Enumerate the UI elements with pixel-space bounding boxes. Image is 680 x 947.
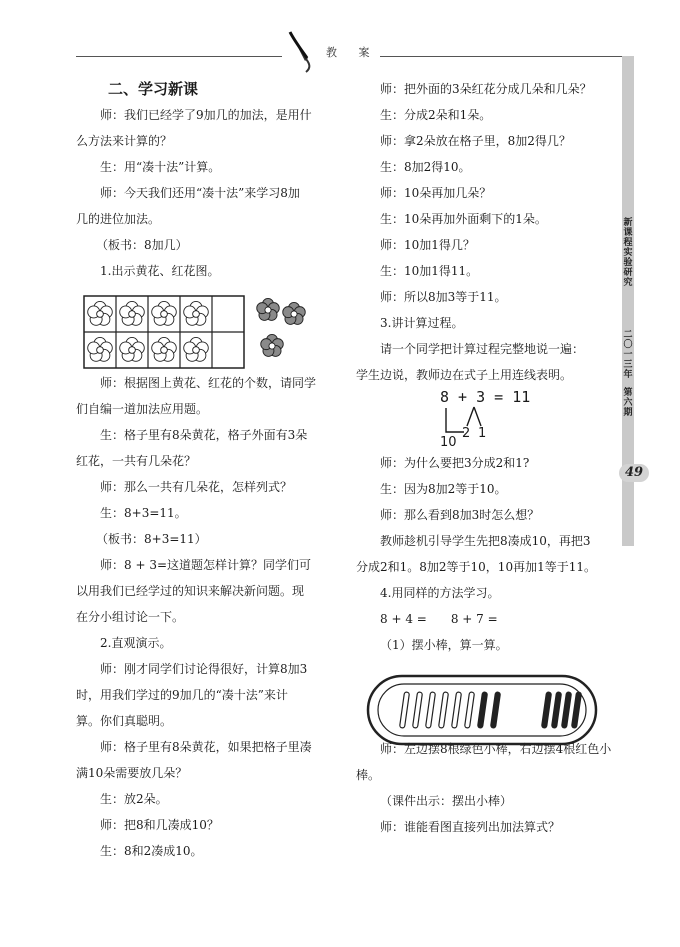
text-line: 生：用“凑十法”计算。: [100, 160, 221, 174]
calc-ten: 10: [440, 435, 457, 448]
text-line: 生：分成2朵和1朵。: [380, 108, 492, 122]
text-line: 生：放2朵。: [100, 792, 168, 806]
text-line: 请一个同学把计算过程完整地说一遍：: [380, 342, 585, 356]
side-year: 二〇一三年: [623, 330, 633, 380]
text-line: 以用我们已经学过的知识来解决新问题。现: [76, 584, 305, 598]
calc-equation: 8 + 3 = 11: [440, 388, 531, 406]
calc-diagram: [438, 384, 548, 448]
text-line: 师：8 + 3=这道题怎样计算？同学们可: [100, 558, 312, 572]
flower-grid-figure: [82, 292, 312, 370]
red-flower: [257, 298, 280, 320]
header-rule-left: [76, 56, 282, 57]
sticks-figure: [366, 670, 598, 750]
yellow-flower: [88, 301, 113, 325]
red-flower: [283, 302, 306, 324]
text-line: 们自编一道加法应用题。: [76, 402, 209, 416]
side-journal-name: 新课程实验研究: [623, 218, 633, 288]
stick-right: [542, 692, 552, 728]
calc-split-lines: [467, 407, 481, 426]
text-line: 师：格子里有8朵黄花，如果把格子里凑: [100, 740, 312, 754]
text-line: 么方法来计算的？: [76, 134, 173, 148]
text-line: 师：把8和几凑成10？: [100, 818, 219, 832]
brush-icon: [284, 28, 324, 74]
red-flower: [261, 334, 284, 356]
text-line: 生：10加1得11。: [380, 264, 479, 278]
text-line: 师：今天我们还用“凑十法”来学习8加: [100, 186, 300, 200]
calc-split-left: 2: [462, 426, 471, 441]
stick-right: [562, 692, 572, 728]
text-line: （1）摆小棒，算一算。: [380, 638, 508, 652]
section-heading: 二、学习新课: [108, 80, 199, 98]
text-line: 红花，一共有几朵花？: [76, 454, 197, 468]
text-line: 学生边说，教师边在式子上用连线表明。: [356, 368, 573, 382]
text-line: 生：因为8加2等于10。: [380, 482, 507, 496]
text-line: 生：格子里有8朵黄花，格子外面有3朵: [100, 428, 308, 442]
yellow-flower: [152, 301, 177, 325]
text-line: 师：谁能看图直接列出加法算式？: [380, 820, 561, 834]
header-rule-right: [380, 56, 634, 57]
text-line: 师：把外面的3朵红花分成几朵和几朵？: [380, 82, 592, 96]
stick-right: [572, 692, 582, 728]
text-line: 师：10加1得几？: [380, 238, 475, 252]
text-line: 满10朵需要放几朵？: [76, 766, 188, 780]
page-number: 49: [625, 465, 644, 480]
side-issue: 第六期: [623, 388, 633, 418]
stick-left: [452, 692, 462, 728]
calc-split-right: 1: [478, 426, 487, 441]
text-line: 时，用我们学过的9加几的“凑十法”来计: [76, 688, 288, 702]
text-line: 1.出示黄花、红花图。: [100, 264, 220, 278]
text-line: 师：根据图上黄花、红花的个数，请同学: [100, 376, 317, 390]
text-line: 4.用同样的方法学习。: [380, 586, 500, 600]
text-line: 几的进位加法。: [76, 212, 161, 226]
stick-left: [491, 692, 501, 728]
text-line: 师：我们已经学了9加几的加法，是用什: [100, 108, 312, 122]
text-line: （板书：8+3=11）: [96, 532, 207, 546]
text-line: （板书：8加几）: [96, 238, 188, 252]
stick-left: [478, 692, 488, 728]
yellow-flower: [184, 301, 209, 325]
text-line: （课件出示：摆出小棒）: [380, 794, 513, 808]
stick-left: [465, 692, 475, 728]
left-column: [76, 76, 340, 864]
stick-left: [413, 692, 423, 728]
text-line: 算。你们真聪明。: [76, 714, 173, 728]
text-line: 生：8和2凑成10。: [100, 844, 203, 858]
text-line: 师：那么看到8加3时怎么想？: [380, 508, 540, 522]
text-line: 师：10朵再加几朵？: [380, 186, 492, 200]
text-line: 师：拿2朵放在格子里，8加2得几？: [380, 134, 571, 148]
text-line: 3.讲计算过程。: [380, 316, 464, 330]
text-line: 师：那么一共有几朵花，怎样列式？: [100, 480, 293, 494]
text-line: 师：刚才同学们讨论得很好，计算8加3: [100, 662, 308, 676]
yellow-flower: [88, 337, 113, 361]
text-line: 生：10朵再加外面剩下的1朵。: [380, 212, 547, 226]
yellow-flower: [120, 301, 145, 325]
text-line: 师：左边摆8根绿色小棒，右边摆4根红色小: [380, 742, 612, 756]
text-line: 8 + 4 = 8 + 7 =: [380, 612, 498, 626]
stick-left: [400, 692, 410, 728]
text-line: 师：为什么要把3分成2和1?: [380, 456, 530, 470]
header-title: 教 案: [326, 46, 379, 59]
text-line: 在分小组讨论一下。: [76, 610, 185, 624]
stick-right: [552, 692, 562, 728]
text-line: 生：8加2得10。: [380, 160, 471, 174]
text-line: 生：8+3=11。: [100, 506, 187, 520]
yellow-flower: [120, 337, 145, 361]
yellow-flower: [152, 337, 177, 361]
text-line: 师：所以8加3等于11。: [380, 290, 507, 304]
yellow-flower: [184, 337, 209, 361]
text-line: 教师趁机引导学生先把8凑成10，再把3: [380, 534, 591, 548]
text-line: 棒。: [356, 768, 381, 782]
text-line: 2.直观演示。: [100, 636, 172, 650]
stick-left: [426, 692, 436, 728]
stick-left: [439, 692, 449, 728]
text-line: 分成2和1。8加2等于10，10再加1等于11。: [356, 560, 596, 574]
